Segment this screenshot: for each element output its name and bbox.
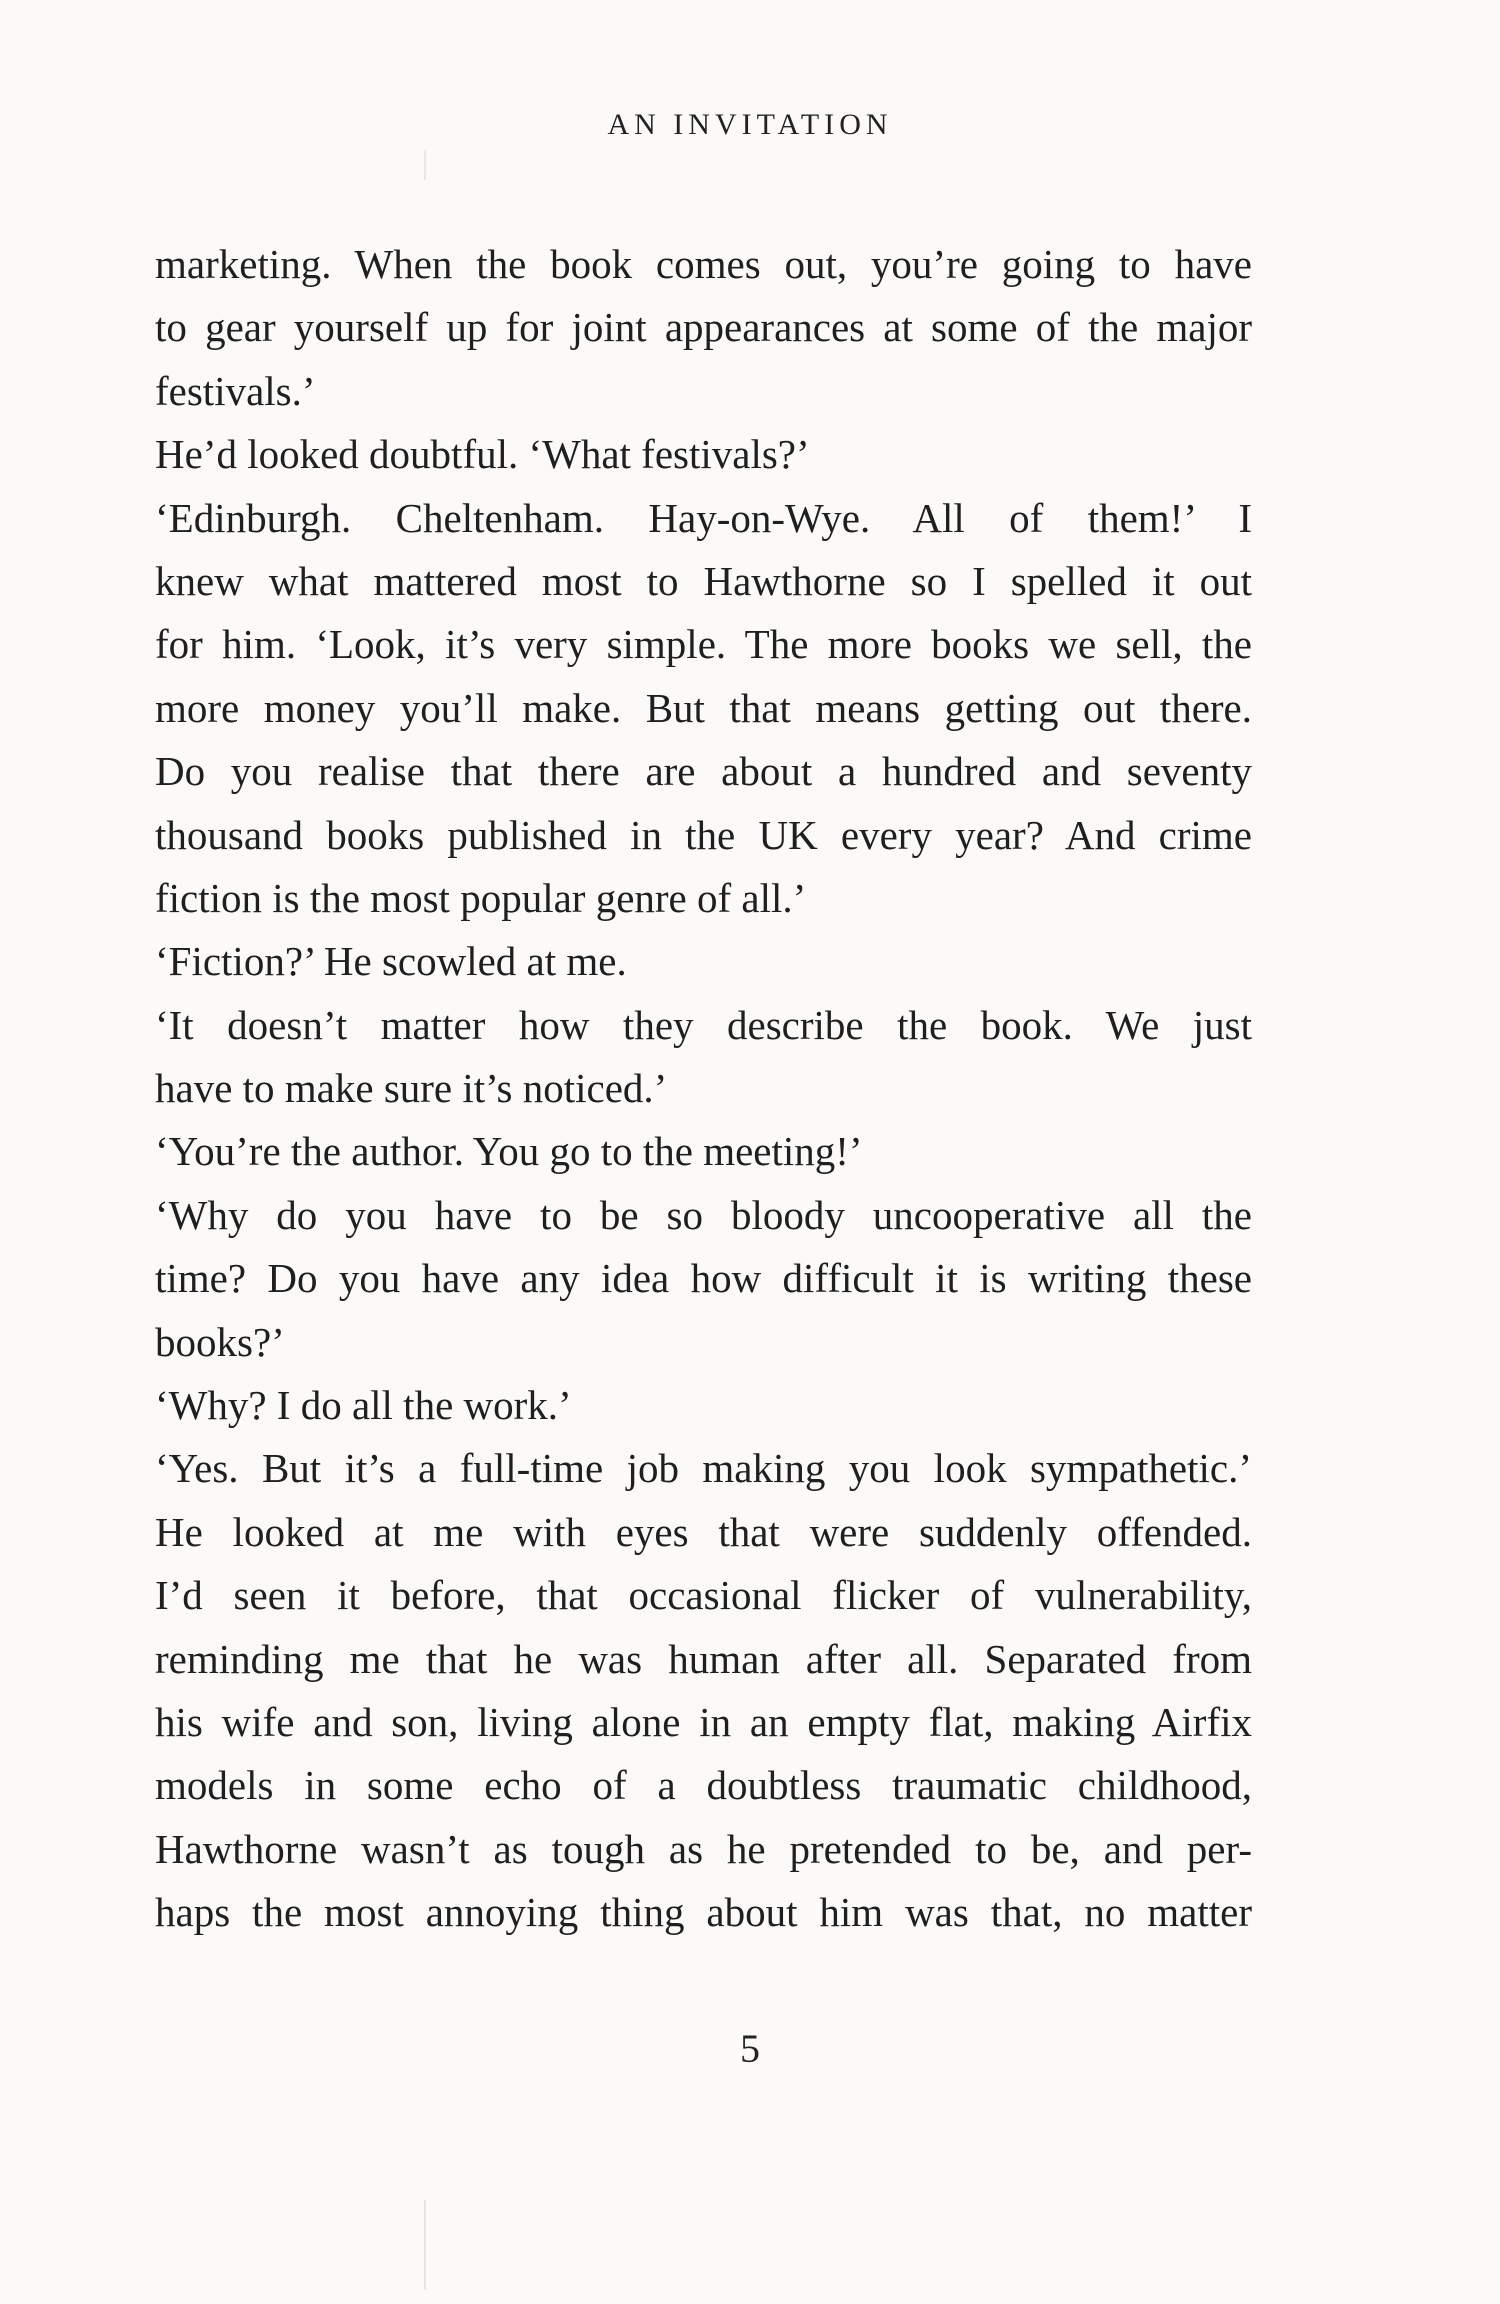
text-line: I’d seen it before, that occasional flicker of vulnerability, xyxy=(155,1572,1252,1619)
text-line: He’d looked doubtful. ‘What festivals?’ xyxy=(155,431,810,478)
text-line: have to make sure it’s noticed.’ xyxy=(155,1065,668,1112)
text-line: marketing. When the book comes out, you’re going to have xyxy=(155,241,1252,287)
text-line: for him. ‘Look, it’s very simple. The more books we sell, the xyxy=(155,621,1252,668)
text-line: Hawthorne wasn’t as tough as he pretended to be, and per- xyxy=(155,1825,1252,1872)
page-number: 5 xyxy=(740,2026,760,2071)
gutter-mark-top xyxy=(424,150,426,180)
text-line: ‘Why do you have to be so bloody uncooperative all the xyxy=(155,1191,1252,1238)
text-line: books?’ xyxy=(155,1318,285,1365)
text-line: ‘Yes. But it’s a full-time job making you look sympathetic.’ xyxy=(155,1445,1252,1492)
text-line: to gear yourself up for joint appearances at some of the major xyxy=(155,304,1252,351)
running-head: AN INVITATION xyxy=(607,108,893,141)
text-line: fiction is the most popular genre of all.’ xyxy=(155,874,807,921)
text-line: ‘Edinburgh. Cheltenham. Hay-on-Wye. All of them!’ I xyxy=(155,494,1252,541)
text-line: ‘Fiction?’ He scowled at me. xyxy=(155,938,627,985)
text-line: his wife and son, living alone in an empty flat, making Airfix xyxy=(155,1698,1252,1745)
text-line: models in some echo of a doubtless traumatic childhood, xyxy=(155,1762,1252,1809)
text-line: ‘You’re the author. You go to the meeting!’ xyxy=(155,1128,863,1175)
text-line: haps the most annoying thing about him was that, no matter xyxy=(155,1889,1252,1936)
text-line: ‘It doesn’t matter how they describe the book. We just xyxy=(155,1001,1252,1048)
body-text xyxy=(155,233,1252,1945)
gutter-mark-bottom xyxy=(424,2200,426,2290)
text-line: more money you’ll make. But that means getting out there. xyxy=(155,684,1252,731)
text-line: festivals.’ xyxy=(155,367,316,414)
text-line: thousand books published in the UK every year? And crime xyxy=(155,811,1252,858)
text-line: reminding me that he was human after all. Separated from xyxy=(155,1635,1252,1682)
text-line: knew what mattered most to Hawthorne so I spelled it out xyxy=(155,557,1252,604)
text-line: ‘Why? I do all the work.’ xyxy=(155,1382,572,1429)
text-line: time? Do you have any idea how difficult it is writing these xyxy=(155,1255,1252,1302)
text-line: Do you realise that there are about a hundred and seventy xyxy=(155,748,1252,795)
text-line: He looked at me with eyes that were suddenly offended. xyxy=(155,1508,1252,1555)
